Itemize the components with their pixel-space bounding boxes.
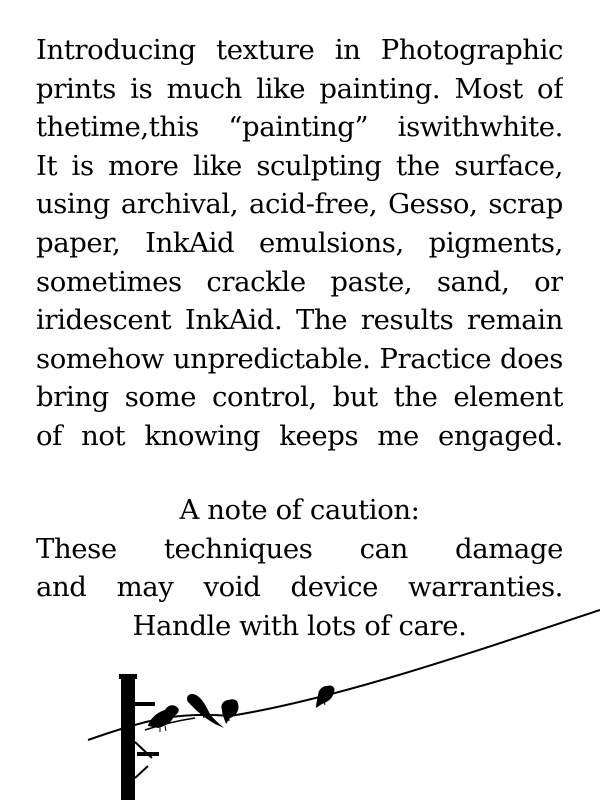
pole-cap (119, 674, 137, 679)
caution-heading: A note of caution: (179, 494, 420, 526)
paragraph-line: bring some control, but the element (36, 381, 563, 414)
utility-pole (121, 676, 135, 800)
intro-paragraph (36, 31, 563, 456)
paragraph-line: paper, InkAid emulsions, pigments, (36, 226, 563, 259)
birds-on-wire-icon (0, 600, 600, 800)
paragraph-line: iridescent InkAid. The results remain (36, 304, 563, 337)
pole-brace (135, 742, 152, 778)
paragraph-line: somehow unpredictable. Practice does (36, 342, 563, 375)
paragraph-line: It is more like sculpting the surface, (36, 149, 563, 182)
caution-line: and may void device warranties. (36, 571, 563, 604)
bird-silhouette (221, 699, 238, 724)
paragraph-line: of not knowing keeps me engaged. (36, 419, 563, 452)
pole-crossarm (135, 702, 155, 706)
paragraph-line: Introducing texture in Photographic (36, 34, 563, 66)
paragraph-line: using archival, acid-free, Gesso, scrap (36, 188, 563, 221)
caution-line: Handle with lots of care. (132, 609, 467, 642)
paragraph-line: sometimes crackle paste, sand, or (36, 265, 563, 298)
paragraph-line: thetime,this “painting” iswithwhite. (36, 111, 563, 144)
caution-line: These techniques can damage (36, 532, 563, 565)
paragraph-line: prints is much like painting. Most of (36, 72, 563, 105)
bird-silhouette (187, 694, 224, 728)
